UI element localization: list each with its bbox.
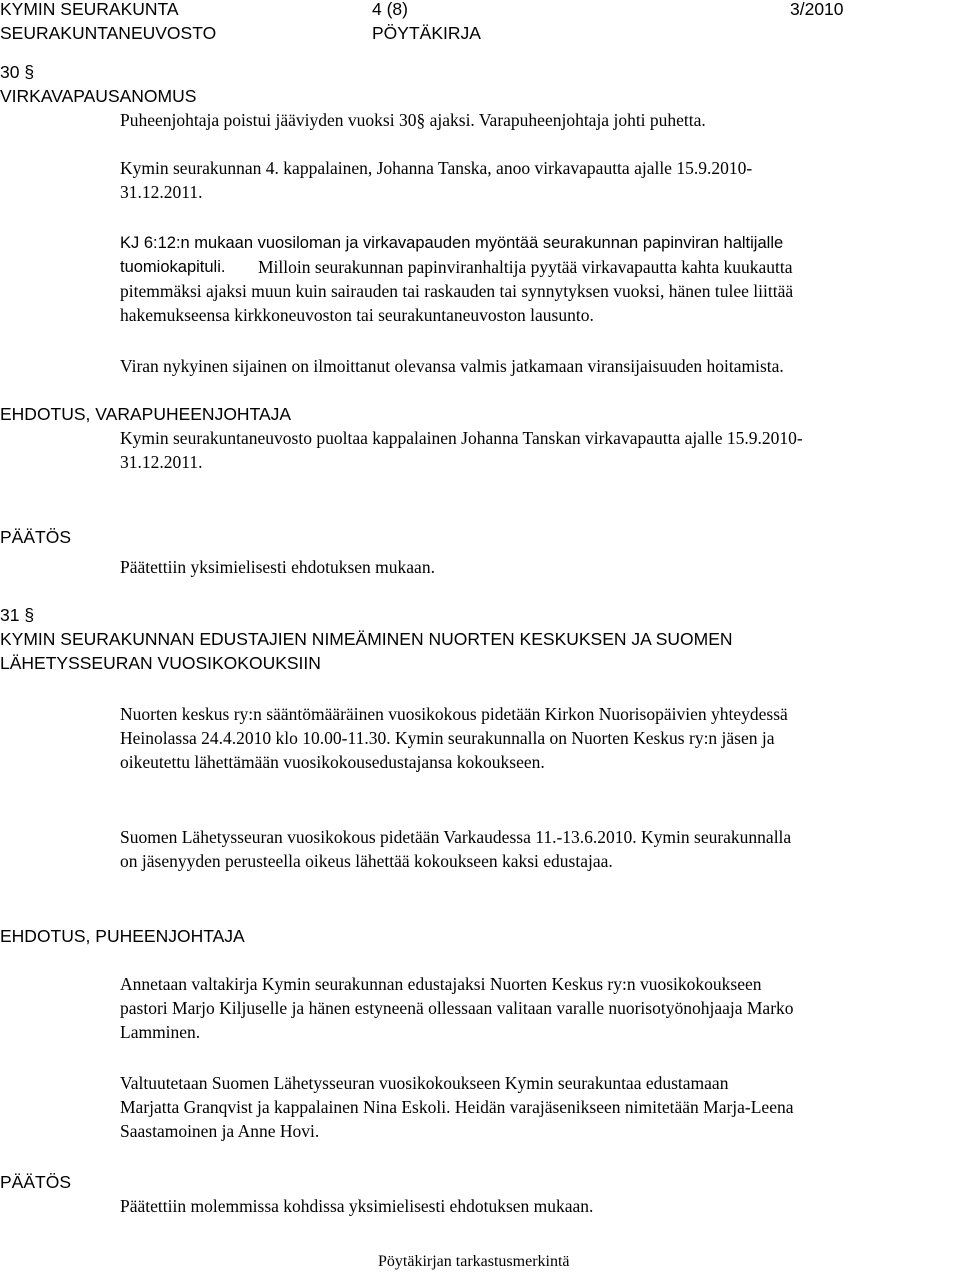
s31-paragraph-3-line-1: Annetaan valtakirja Kymin seurakunnan edustajaksi Nuorten Keskus ry:n vuosikokoukseen bbox=[120, 974, 762, 994]
s31-proposal-label: EHDOTUS, PUHEENJOHTAJA bbox=[0, 926, 245, 946]
header-body: SEURAKUNTANEUVOSTO bbox=[0, 23, 217, 43]
s30-paragraph-3-line-2b: Milloin seurakunnan papinviranhaltija pyytää virkavapautta kahta kuukautta bbox=[258, 257, 793, 277]
section-30-number: 30 § bbox=[0, 62, 35, 82]
section-31-title-line-2: LÄHETYSSEURAN VUOSIKOKOUKSIIN bbox=[0, 653, 321, 673]
s30-proposal-line-2: 31.12.2011. bbox=[120, 452, 203, 472]
s30-paragraph-1: Puheenjohtaja poistui jääviyden vuoksi 30§ ajaksi. Varapuheenjohtaja johti puhetta. bbox=[120, 110, 706, 130]
s31-paragraph-1-line-3: oikeutettu lähettämään vuosikokousedustajansa kokoukseen. bbox=[120, 752, 545, 772]
s31-decision-label: PÄÄTÖS bbox=[0, 1172, 71, 1192]
s31-paragraph-4-line-2: Marjatta Granqvist ja kappalainen Nina Eskoli. Heidän varajäsenikseen nimitetään Marja-Leena bbox=[120, 1097, 794, 1117]
s30-paragraph-3-line-1: KJ 6:12:n mukaan vuosiloman ja virkavapauden myöntää seurakunnan papinviran haltijalle bbox=[120, 234, 784, 252]
s30-paragraph-3-line-4: hakemukseensa kirkkoneuvoston tai seurakuntaneuvoston lausunto. bbox=[120, 305, 594, 325]
s30-paragraph-3-line-2a: tuomiokapituli. bbox=[120, 258, 226, 276]
s31-paragraph-4-line-1: Valtuutetaan Suomen Lähetysseuran vuosikokoukseen Kymin seurakuntaa edustamaan bbox=[120, 1073, 729, 1093]
header-meeting-number: 3/2010 bbox=[790, 0, 844, 19]
s30-decision-text: Päätettiin yksimielisesti ehdotuksen mukaan. bbox=[120, 557, 435, 577]
s31-paragraph-4-line-3: Saastamoinen ja Anne Hovi. bbox=[120, 1121, 320, 1141]
s31-paragraph-3-line-2: pastori Marjo Kiljuselle ja hänen estyneenä ollessaan valitaan varalle nuorisotyönohjaaja Marko bbox=[120, 998, 794, 1018]
header-org: KYMIN SEURAKUNTA bbox=[0, 0, 179, 19]
s30-proposal-label: EHDOTUS, VARAPUHEENJOHTAJA bbox=[0, 404, 292, 424]
s30-proposal-line-1: Kymin seurakuntaneuvosto puoltaa kappalainen Johanna Tanskan virkavapautta ajalle 15.9.2010- bbox=[120, 428, 803, 448]
section-31-number: 31 § bbox=[0, 605, 35, 625]
s31-paragraph-2-line-1: Suomen Lähetysseuran vuosikokous pidetään Varkaudessa 11.-13.6.2010. Kymin seurakunnalla bbox=[120, 827, 792, 847]
section-30-title: VIRKAVAPAUSANOMUS bbox=[0, 86, 197, 106]
footer-inspection-mark: Pöytäkirjan tarkastusmerkintä bbox=[378, 1253, 570, 1270]
s31-paragraph-1-line-1: Nuorten keskus ry:n sääntömääräinen vuosikokous pidetään Kirkon Nuorisopäivien yhteydessä bbox=[120, 704, 788, 724]
s30-paragraph-2-line-2: 31.12.2011. bbox=[120, 182, 203, 202]
s30-paragraph-3-line-3: pitemmäksi ajaksi muun kuin sairauden tai raskauden tai synnytyksen vuoksi, hänen tulee liittää bbox=[120, 281, 794, 301]
s31-decision-text: Päätettiin molemmissa kohdissa yksimielisesti ehdotuksen mukaan. bbox=[120, 1196, 594, 1216]
s30-decision-label: PÄÄTÖS bbox=[0, 527, 71, 547]
s31-paragraph-1-line-2: Heinolassa 24.4.2010 klo 10.00-11.30. Kymin seurakunnalla on Nuorten Keskus ry:n jäsen ja bbox=[120, 728, 775, 748]
header-doctype: PÖYTÄKIRJA bbox=[372, 23, 481, 43]
s30-paragraph-2-line-1: Kymin seurakunnan 4. kappalainen, Johanna Tanska, anoo virkavapautta ajalle 15.9.2010- bbox=[120, 158, 753, 178]
header-page-number: 4 (8) bbox=[372, 0, 408, 19]
section-31-title-line-1: KYMIN SEURAKUNNAN EDUSTAJIEN NIMEÄMINEN NUORTEN KESKUKSEN JA SUOMEN bbox=[0, 629, 733, 649]
s30-paragraph-4: Viran nykyinen sijainen on ilmoittanut olevansa valmis jatkamaan viransijaisuuden hoitamista. bbox=[120, 356, 784, 376]
s31-paragraph-2-line-2: on jäsenyyden perusteella oikeus lähettää kokoukseen kaksi edustajaa. bbox=[120, 851, 613, 871]
s31-paragraph-3-line-3: Lamminen. bbox=[120, 1022, 201, 1042]
